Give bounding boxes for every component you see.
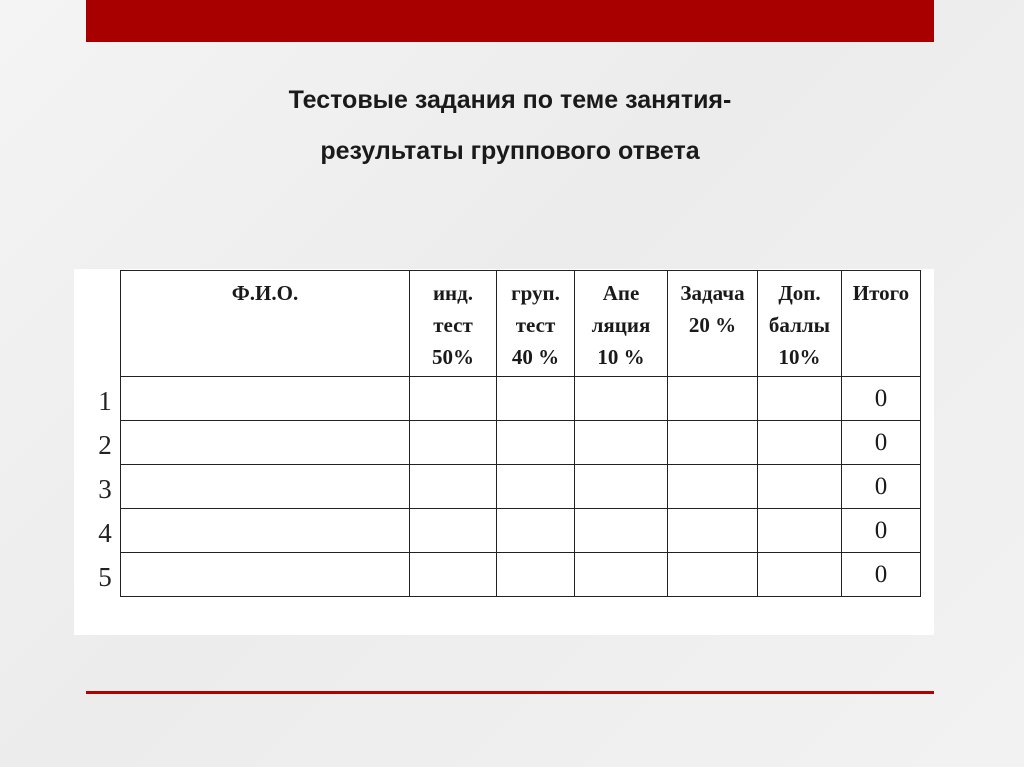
cell-total: 0 [842, 465, 921, 509]
results-table [120, 270, 921, 597]
header-ind-test: инд. тест 50% [410, 271, 497, 377]
cell-extra-points[interactable] [758, 553, 842, 597]
cell-appeal[interactable] [575, 377, 668, 421]
slide-title-line2: результаты группового ответа [320, 137, 700, 165]
cell-appeal[interactable] [575, 553, 668, 597]
row-number: 5 [98, 562, 112, 592]
top-accent-bar [86, 0, 934, 42]
header-appeal: Апе ляция 10 % [575, 271, 668, 377]
header-total: Итого [842, 271, 921, 377]
cell-appeal[interactable] [575, 509, 668, 553]
cell-task[interactable] [668, 509, 758, 553]
cell-group-test[interactable] [497, 421, 575, 465]
header-extra-points: Доп. баллы 10% [758, 271, 842, 377]
cell-ind-test[interactable] [410, 377, 497, 421]
row-number: 2 [98, 430, 112, 460]
cell-task[interactable] [668, 377, 758, 421]
table-row [121, 553, 921, 597]
cell-ind-test[interactable] [410, 553, 497, 597]
table-row [121, 509, 921, 553]
header-task: Задача 20 % [668, 271, 758, 377]
cell-total: 0 [842, 553, 921, 597]
cell-fio[interactable] [121, 553, 410, 597]
cell-ind-test[interactable] [410, 465, 497, 509]
cell-group-test[interactable] [497, 553, 575, 597]
cell-extra-points[interactable] [758, 421, 842, 465]
cell-task[interactable] [668, 553, 758, 597]
cell-fio[interactable] [121, 421, 410, 465]
cell-task[interactable] [668, 421, 758, 465]
cell-fio[interactable] [121, 465, 410, 509]
cell-total: 0 [842, 421, 921, 465]
slide-title-line1: Тестовые задания по теме занятия- [288, 86, 732, 114]
cell-group-test[interactable] [497, 465, 575, 509]
cell-group-test[interactable] [497, 509, 575, 553]
table-row [121, 377, 921, 421]
cell-group-test[interactable] [497, 377, 575, 421]
cell-total: 0 [842, 509, 921, 553]
cell-appeal[interactable] [575, 421, 668, 465]
cell-task[interactable] [668, 465, 758, 509]
table-header-row [121, 271, 921, 377]
table-row [121, 421, 921, 465]
cell-fio[interactable] [121, 377, 410, 421]
cell-fio[interactable] [121, 509, 410, 553]
row-numbers [92, 379, 118, 599]
bottom-accent-line [86, 691, 934, 694]
row-number: 3 [98, 474, 112, 504]
header-fio: Ф.И.О. [121, 271, 410, 377]
table-row [121, 465, 921, 509]
cell-extra-points[interactable] [758, 377, 842, 421]
cell-ind-test[interactable] [410, 509, 497, 553]
header-group-test: груп. тест 40 % [497, 271, 575, 377]
cell-total: 0 [842, 377, 921, 421]
row-number: 1 [98, 386, 112, 416]
cell-extra-points[interactable] [758, 509, 842, 553]
cell-ind-test[interactable] [410, 421, 497, 465]
row-number: 4 [98, 518, 112, 548]
cell-appeal[interactable] [575, 465, 668, 509]
cell-extra-points[interactable] [758, 465, 842, 509]
